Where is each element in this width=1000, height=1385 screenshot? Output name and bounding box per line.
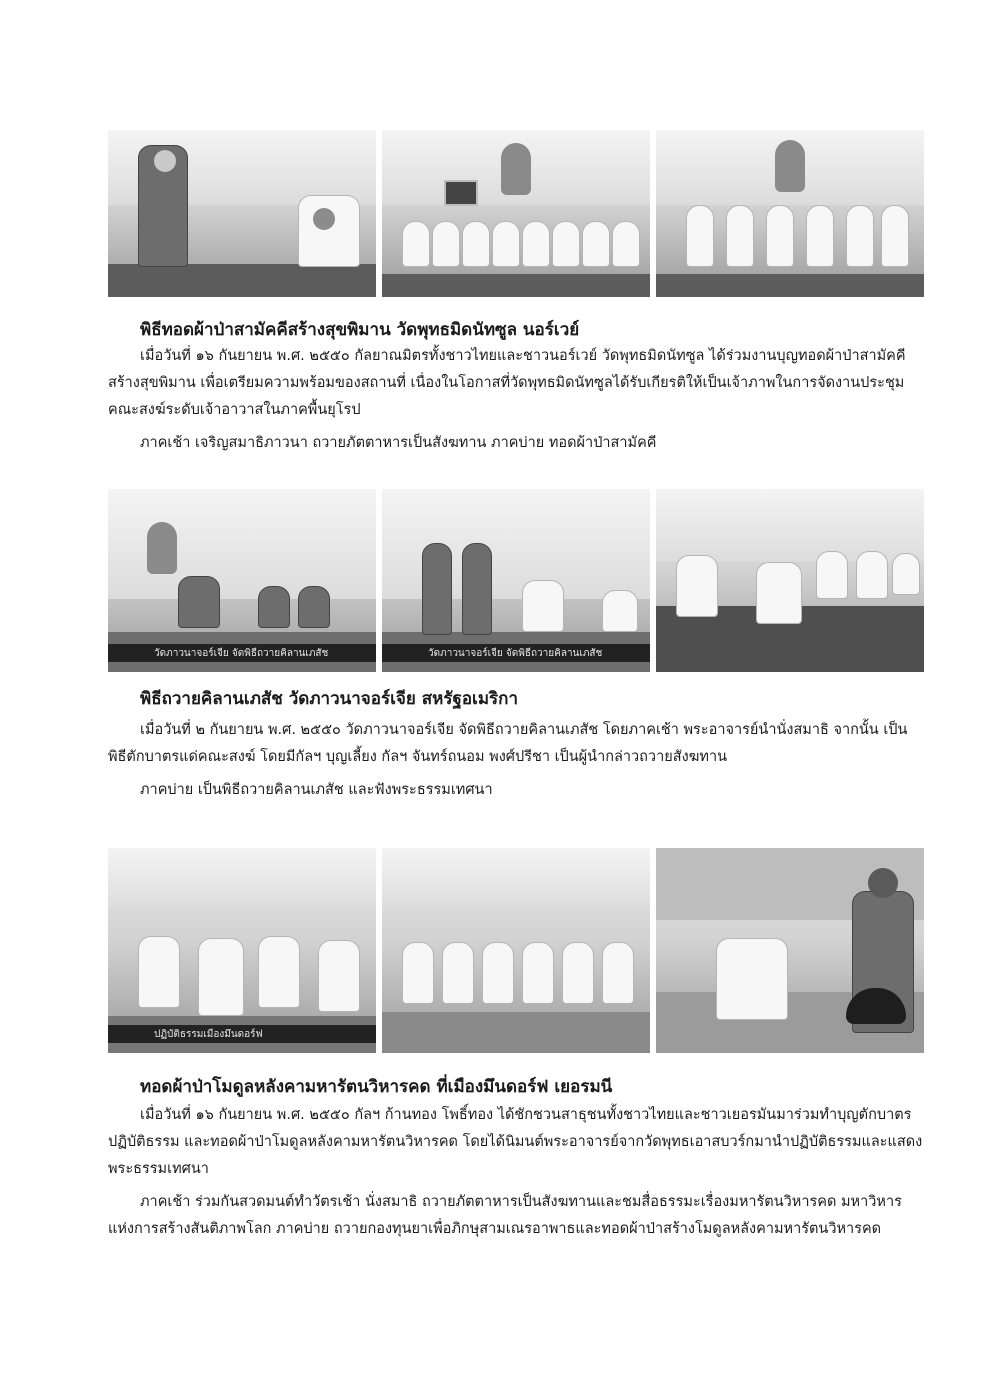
section-body-germany	[108, 1102, 924, 1243]
video-caption: วัดภาวนาจอร์เจีย จัดพิธีถวายคิลานเภสัช	[382, 644, 650, 662]
paragraph: ภาคบ่าย เป็นพิธีถวายคิลานเภสัช และฟังพระธรรมเทศนา	[140, 782, 493, 798]
photo-meditation-session	[108, 848, 376, 1053]
section-heading-germany: ทอดผ้าป่าโมดูลหลังคามหารัตนวิหารคด ที่เมืองมึนดอร์ฟ เยอรมนี	[140, 1077, 613, 1097]
section-body-georgia	[108, 717, 924, 804]
paragraph: ภาคเช้า เจริญสมาธิภาวนา ถวายภัตตาหารเป็นสังฆทาน ภาคบ่าย ทอดผ้าป่าสามัคคี	[140, 435, 657, 451]
photo-women-with-offerings	[656, 130, 924, 297]
photo-row-germany	[108, 848, 924, 1053]
photo-alms-bowl-offering	[656, 848, 924, 1053]
photo-laypeople-praying	[656, 489, 924, 672]
photo-monk-receiving-offering	[108, 130, 376, 297]
paragraph: ภาคเช้า ร่วมกันสวดมนต์ทำวัตรเช้า นั่งสมาธิ ถวายภัตตาหารเป็นสังฆทานและชมสื่อธรรมะเรื่องมหารัตนวิหารคด มหาวิหารแห่งการสร้างสันติภาพโลก ภาคบ่าย ถวายกองทุนยาเพื่อภิกษุสามเณรอาพาธและทอดผ้าป่าสร้างโมดูลหลังคามหารัตนวิหารคด	[108, 1194, 902, 1237]
paragraph: เมื่อวันที่ ๑๖ กันยายน พ.ศ. ๒๕๕๐ กัลยาณมิตรทั้งชาวไทยและชาวนอร์เวย์ วัดพุทธมิดนัทซูล ได้ร่วมงานบุญทอดผ้าป่าสามัคคีสร้างสุขพิมาน เพื่อเตรียมความพร้อมของสถานที่ เนื่องในโอกาสที่วัดพุทธมิดนัทซูลได้รับเกียรติให้เป็นเจ้าภาพในการจัดงานประชุมคณะสงฆ์ระดับเจ้าอาวาสในภาคพื้นยุโรป	[108, 348, 906, 418]
paragraph: เมื่อวันที่ ๑๖ กันยายน พ.ศ. ๒๕๕๐ กัลฯ ก้านทอง โพธิ์ทอง ได้ชักชวนสาธุชนทั้งชาวไทยและชาวเยอรมันมาร่วมทำบุญตักบาตร ปฏิบัติธรรม และทอดผ้าป่าโมดูลหลังคามหารัตนวิหารคด โดยได้นิมนต์พระอาจารย์จากวัดพุทธเอาสบวร์กมานำปฏิบัติธรรมและแสดงพระธรรมเทศนา	[108, 1107, 923, 1177]
photo-row-georgia	[108, 489, 924, 672]
photo-group-before-buddha	[382, 130, 650, 297]
photo-group-portrait	[382, 848, 650, 1053]
section-heading-georgia: พิธีถวายคิลานเภสัช วัดภาวนาจอร์เจีย สหรัฐอเมริกา	[140, 689, 519, 709]
video-caption: ปฏิบัติธรรมเมืองมึนดอร์ฟ	[108, 1025, 376, 1043]
photo-monks-meditating	[108, 489, 376, 672]
photo-alms-offering	[382, 489, 650, 672]
paragraph: เมื่อวันที่ ๒ กันยายน พ.ศ. ๒๕๕๐ วัดภาวนาจอร์เจีย จัดพิธีถวายคิลานเภสัช โดยภาคเช้า พระอาจารย์นำนั่งสมาธิ จากนั้น เป็นพิธีตักบาตรแด่คณะสงฆ์ โดยมีกัลฯ บุญเลี้ยง กัลฯ จันทร์ถนอม พงศ์ปรีชา เป็นผู้นำกล่าวถวายสังฆทาน	[108, 722, 908, 765]
photo-row-norway	[108, 130, 924, 297]
video-caption: วัดภาวนาจอร์เจีย จัดพิธีถวายคิลานเภสัช	[108, 644, 376, 662]
section-heading-norway: พิธีทอดผ้าป่าสามัคคีสร้างสุขพิมาน วัดพุทธมิดนัทซูล นอร์เวย์	[140, 320, 580, 340]
section-body-norway	[108, 343, 924, 457]
